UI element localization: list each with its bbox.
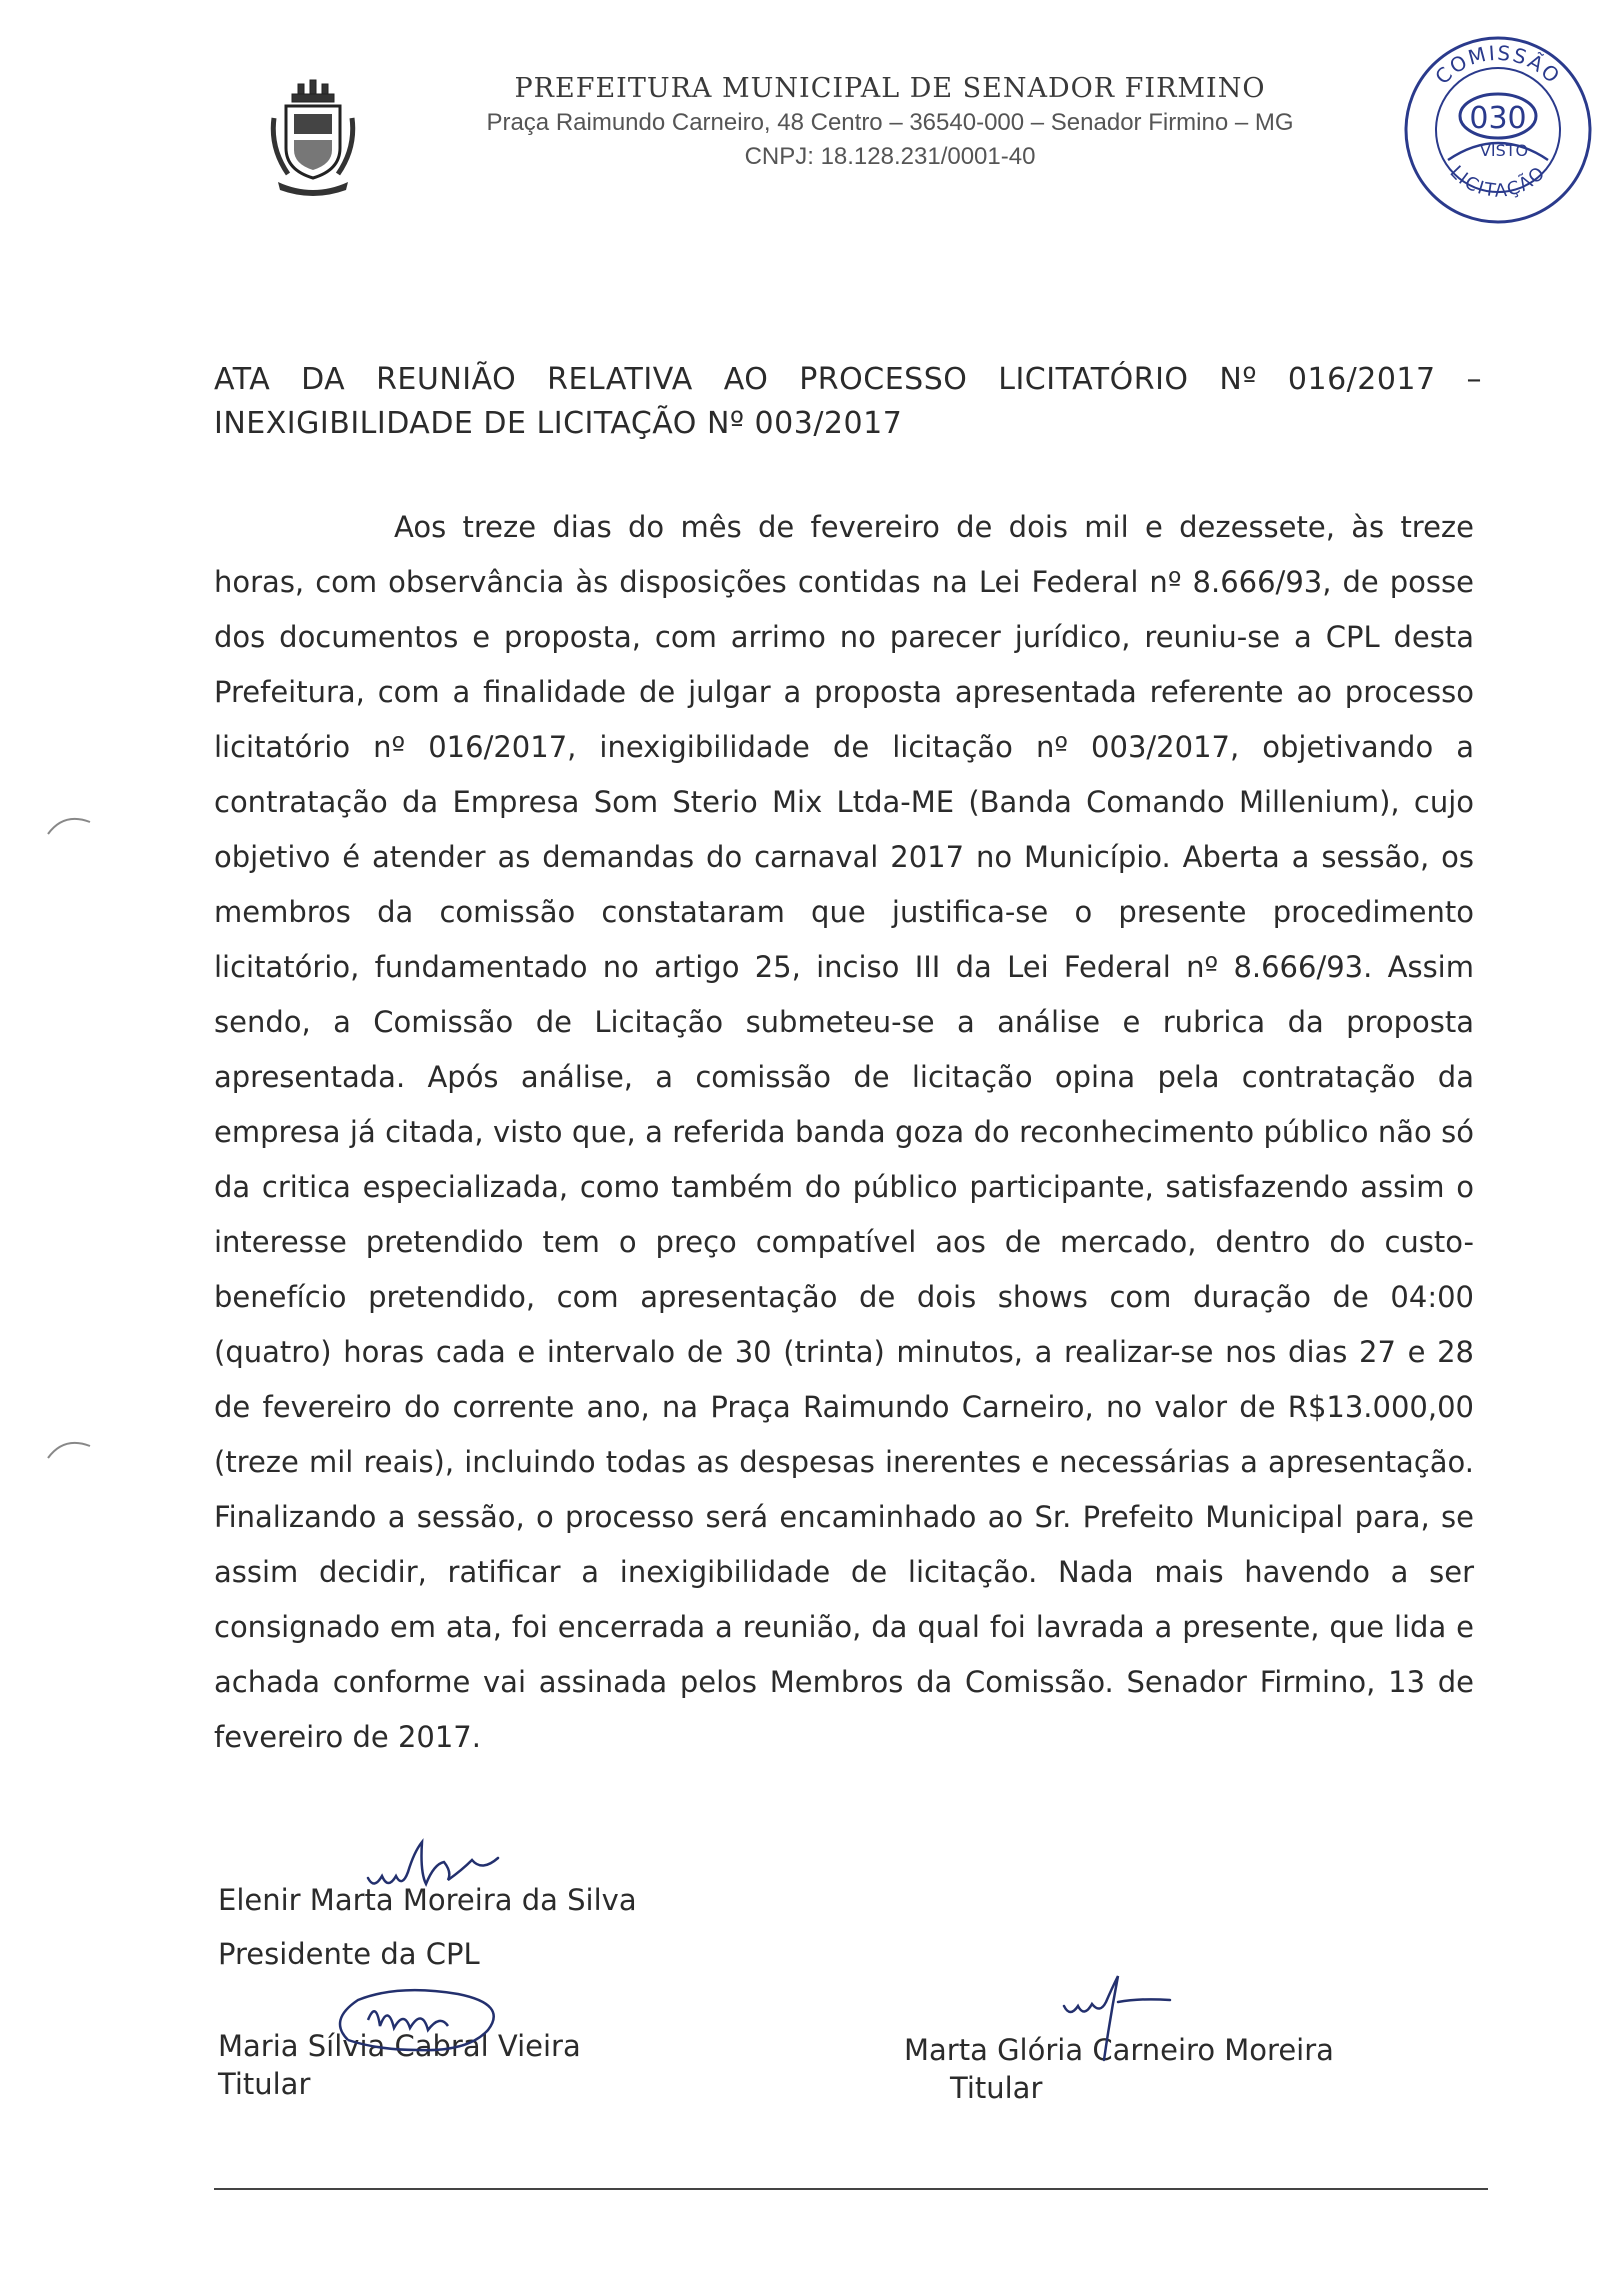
svg-text:LICITAÇÃO [1446,162,1551,202]
margin-mark [44,1432,94,1462]
footer-rule [214,2188,1488,2190]
organization-address: Praça Raimundo Carneiro, 48 Centro – 36540-000 – Senador Firmino – MG [486,109,1294,136]
svg-text:COMISSÃO [1430,41,1565,89]
signatory-name-member-1: Maria Sílvia Cabral Vieira [218,2029,581,2063]
minutes-body: Aos treze dias do mês de fevereiro de dois mil e dezessete, às treze horas, com observância às disposições contidas na Lei Federal nº 8.666/93, de posse dos documentos e proposta, com arrimo no parecer jurídico, reuniu-se a CPL desta Prefeitura, com a finalidade de julgar a proposta apresentada referente ao processo licitatório nº 016/2017, inexigibilidade de licitação nº 003/2017, objetivando a contratação da Empresa Som Sterio Mix Ltda-ME (Banda Comando Millenium), cujo objetivo é atender as demandas do carnaval 2017 no Município. Aberta a sessão, os membros da comissão constataram que justifica-se o presente procedimento licitatório, fundamentado no artigo 25, inciso III da Lei Federal nº 8.666/93. Assim sendo, a Comissão de Licitação submeteu-se a análise e rubrica da proposta apresentada. Após análise, a comissão de licitação opina pela contratação da empresa já citada, visto que, a referida banda goza do reconhecimento público não só da critica especializada, como também do público participante, satisfazendo assim o interesse pretendido tem o preço compatível aos de mercado, dentro do custo-benefício pretendido, com apresentação de dois shows com duração de 04:00 (quatro) horas cada e intervalo de 30 (trinta) minutos, a realizar-se nos dias 27 e 28 de fevereiro do corrente ano, na Praça Raimundo Carneiro, no valor de R$13.000,00 (treze mil reais), incluindo todas as despesas inerentes e necessárias a apresentação. Finalizando a sessão, o processo será encaminhado ao Sr. Prefeito Municipal para, se assim decidir, ratificar a inexigibilidade de licitação. Nada mais havendo a ser consignado em ata, foi encerrada a reunião, da qual foi lavrada a presente, que lida e achada conforme vai assinada pelos Membros da Comissão. Senador Firmino, 13 de fevereiro de 2017. [214,510,1474,1754]
signatory-role-member-2: Titular [950,2071,1043,2105]
letterhead [380,72,1400,174]
stamp-center-text: VISTO [1479,141,1529,160]
stamp-bottom-text: LICITAÇÃO [1445,161,1551,202]
stamp-top-text: COMISSÃO [1430,40,1566,89]
title-line-1: ATA DA REUNIÃO RELATIVA AO PROCESSO LICITATÓRIO Nº 016/2017 – [214,362,1482,397]
signatory-name-member-2: Marta Glória Carneiro Moreira [904,2033,1334,2067]
signatory-role-president: Presidente da CPL [218,1937,480,1971]
organization-cnpj: CNPJ: 18.128.231/0001-40 [744,143,1036,170]
signatory-name-president: Elenir Marta Moreira da Silva [218,1883,637,1917]
title-line-2: INEXIGIBILIDADE DE LICITAÇÃO Nº 003/2017 [214,406,903,441]
document-title [214,358,1482,446]
municipal-crest-icon [268,78,358,196]
signatory-role-member-1: Titular [218,2067,311,2101]
margin-mark [44,808,94,838]
organization-name: PREFEITURA MUNICIPAL DE SENADOR FIRMINO [514,73,1266,104]
commission-stamp [1398,30,1598,230]
stamp-page-number: 030 [1469,101,1527,136]
